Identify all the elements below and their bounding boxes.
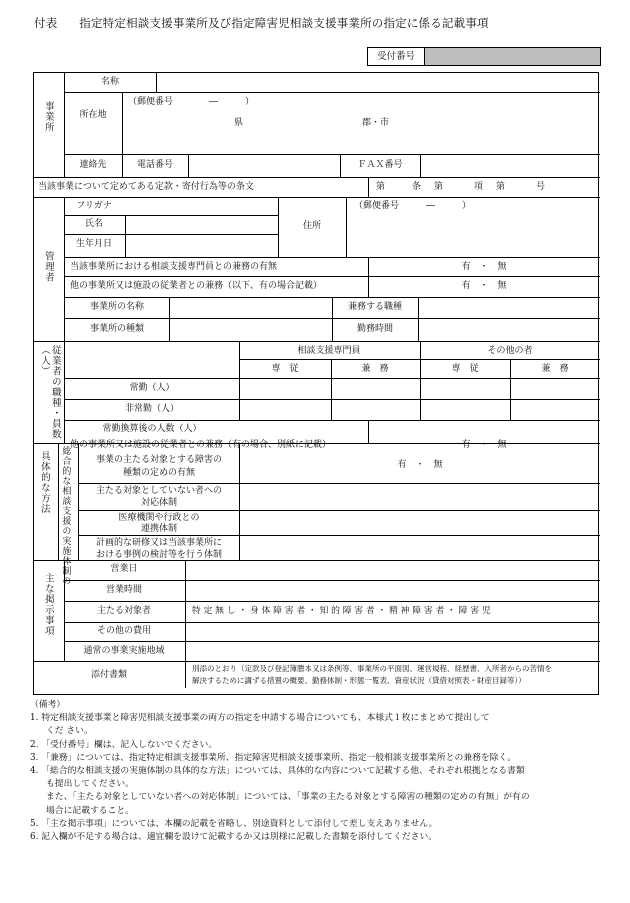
contact-label: 連絡先 <box>79 160 107 170</box>
remark-item: 4. 「総合的な相談支援の実施体制の具体的な方法」については、具体的な内容について記載する他、それぞれ根拠となる書類 <box>30 766 525 777</box>
dob-label: 生年月日 <box>75 239 113 249</box>
remark-item: 2. 「受付番号」欄は、記入しないでください。 <box>30 739 218 750</box>
office-section-label: 事業所 <box>42 101 54 133</box>
tel-label: 電話番号 <box>136 160 174 170</box>
remarks-heading: （備考） <box>30 700 66 710</box>
business-days-label: 営業日 <box>110 564 138 574</box>
other-fees-label: その他の費用 <box>96 626 152 636</box>
target-rule-yesno[interactable]: 有 ・ 無 <box>397 460 443 470</box>
title-text: 指定特定相談支援事業所及び指定障害児相談支援事業所の指定に係る記載事項 <box>79 16 489 30</box>
office-type-label: 事業所の種類 <box>89 324 145 334</box>
main-target-options[interactable]: 特 定 無 し ・ 身 体 障 害 者 ・ 知 的 障 害 者 ・ 精 神 障 害 者 ・ 障 害 児 <box>192 606 491 616</box>
remark-item: 5. 「主な掲示事項」については、本欄の記載を省略し、別途資料として添付して差し支えありません。 <box>30 818 438 829</box>
parttime-row-label: 非常勤（人） <box>124 404 180 414</box>
specialist-header: 相談支援専門員 <box>297 346 361 356</box>
non-target-line1: 主たる対象としていない者への <box>95 486 223 496</box>
manager-name-label: 氏名 <box>84 219 104 229</box>
other-staff-header: その他の者 <box>487 346 533 356</box>
reception-number <box>367 47 601 66</box>
training-line2: おける事例の検討等を行う体制 <box>95 550 223 560</box>
city-suffix: 郡・市 <box>362 118 390 128</box>
article-dai: 第 <box>376 182 386 192</box>
prefecture-suffix: 県 <box>234 118 244 128</box>
staff-section-label: 従業者の職種・員数（人） <box>38 345 61 440</box>
attachments-label: 添付書類 <box>90 670 128 680</box>
job-label: 兼務する職種 <box>347 302 403 312</box>
concurrent-specialist-label: 当該事業所における相談支援専門員との兼務の有無 <box>70 262 278 272</box>
manager-section-label: 管理者 <box>42 251 54 283</box>
fulltime-row-label: 常勤（人） <box>129 383 175 393</box>
remarks <box>30 699 610 844</box>
office-name2-label: 事業所の名称 <box>89 302 145 312</box>
target-rule-line1: 事業の主たる対象とする障害の <box>95 455 223 465</box>
remark-item: また、「主たる対象としていない者への対応体制」については、「事業の主たる対象とする障害の種類の定めの有無」が有の <box>46 792 530 803</box>
remark-item: 3. 「兼務」については、指定特定相談支援事業所、指定障害児相談支援事業所、指定一般相談支援事業所との兼務を除く。 <box>30 752 516 763</box>
form-table <box>33 72 599 695</box>
support-section-outer: 具体的な方法 <box>38 451 50 514</box>
manager-address-label: 住所 <box>302 221 322 231</box>
article-go: 号 <box>536 182 546 192</box>
furigana-label: フリガナ <box>76 201 112 211</box>
training-line1: 計画的な研修又は当該事業所に <box>95 538 223 548</box>
articles-label: 当該事業について定めてある定款・寄付行為等の条文 <box>38 182 254 192</box>
address-label: 所在地 <box>79 110 107 120</box>
other-concurrent-label: 他の事業所又は施設の従業者との兼務（有の場合、別紙に記載） <box>70 440 332 450</box>
office-name-label: 名称 <box>100 77 120 87</box>
remark-item: も提出してください。 <box>46 779 134 790</box>
medical-line2: 連携体制 <box>140 524 178 534</box>
article-jo: 条 <box>412 182 422 192</box>
reception-number-field[interactable] <box>425 48 600 65</box>
remark-item: 6. 記入欄が不足する場合は、適宜欄を設けて記載するか又は別様に記載した書類を添付してください。 <box>30 832 438 843</box>
attachments-text-1: 別添のとおり（定款及び登記簿謄本又は条例等、事業所の平面図、運営規程、経歴書、入所者からの苦情を <box>192 664 552 673</box>
article-dai2: 第 <box>434 182 444 192</box>
fte-row-label: 常勤換算後の人数（人） <box>102 424 202 434</box>
non-target-line2: 対応体制 <box>140 498 178 508</box>
manager-postal: （郵便番号 ― ） <box>354 201 472 211</box>
remark-item: 1. 特定相談支援事業と障害児相談支援事業の両方の指定を申請する場合についても、本様式１枚にまとめて提出して <box>30 713 490 724</box>
specialist-concurrent-header: 兼 務 <box>361 364 389 374</box>
office-postal: （郵便番号 ― ） <box>128 97 255 107</box>
other-concurrent-yesno[interactable]: 有 ・ 無 <box>461 440 507 450</box>
attachments-text-2: 解決するために講ずる措置の概要、勤務体制・形態一覧表、資産状況（貸借対照表・財産目録等）） <box>192 676 526 685</box>
target-rule-line2: 種類の定めの有無 <box>122 468 196 478</box>
remark-item: 場合に記載すること。 <box>46 805 134 816</box>
business-hours-label: 営業時間 <box>105 585 143 595</box>
concurrent-other-label: 他の事業所又は施設の従業者との兼務（以下、有の場合記載） <box>70 281 323 291</box>
reception-label: 受付番号 <box>368 48 425 65</box>
other-concurrent-header: 兼 務 <box>541 364 569 374</box>
form-title <box>34 15 489 31</box>
main-target-label: 主たる対象者 <box>96 606 152 616</box>
support-section-inner: 総合的な相談支援の実施体制の <box>60 446 71 586</box>
article-ko: 項 <box>474 182 484 192</box>
medical-line1: 医療機関や行政との <box>118 513 200 523</box>
concurrent-specialist-yesno[interactable]: 有 ・ 無 <box>461 262 507 272</box>
article-dai3: 第 <box>496 182 506 192</box>
specialist-fulltime-header: 専 従 <box>271 364 299 374</box>
concurrent-other-yesno[interactable]: 有 ・ 無 <box>461 281 507 291</box>
appendix-label: 付表 <box>34 16 58 30</box>
work-hours-label: 勤務時間 <box>356 324 394 334</box>
remark-item: くだ さい。 <box>46 726 93 737</box>
notices-section-label: 主な掲示事項 <box>42 573 54 636</box>
fax-label: ＦＡＸ番号 <box>357 160 403 170</box>
service-area-label: 通常の事業実施地域 <box>83 646 165 656</box>
other-fulltime-header: 専 従 <box>451 364 479 374</box>
